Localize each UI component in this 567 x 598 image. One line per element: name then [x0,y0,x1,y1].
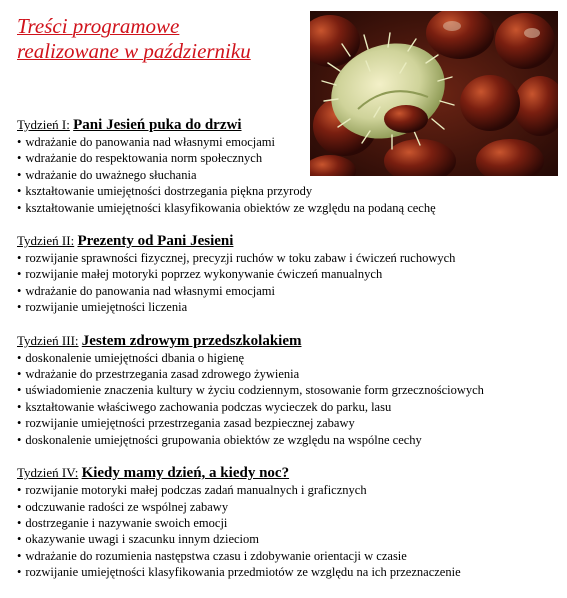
week-label: Tydzień IV: [17,465,79,481]
list-item: • kształtowanie właściwego zachowania podczas wycieczek do parku, lasu [17,399,557,415]
list-item: • rozwijanie sprawności fizycznej, precyzji ruchów w toku zabaw i ćwiczeń ruchowych [17,250,557,266]
list-item: • wdrażanie do respektowania norm społecznych [17,150,557,166]
week-header [17,464,557,482]
week-title: Prezenty od Pani Jesieni [77,233,234,250]
week-title: Kiedy mamy dzień, a kiedy noc? [81,465,290,482]
page-title [17,14,251,64]
list-item: • rozwijanie małej motoryki poprzez wykonywanie ćwiczeń manualnych [17,266,557,282]
list-item: • wdrażanie do rozumienia następstwa czasu i zdobywanie orientacji w czasie [17,548,557,564]
week-label: Tydzień I: [17,117,70,132]
week-title: Jestem zdrowym przedszkolakiem [81,332,302,349]
title-line-2: realizowane w październiku [17,39,251,63]
list-item: • kształtowanie umiejętności dostrzegania piękna przyrody [17,183,557,199]
weeks-list [17,116,557,597]
list-item: • wdrażanie do uważnego słuchania [17,167,557,183]
week-header [17,116,557,134]
week-label: Tydzień II: [17,233,75,249]
list-item: • odczuwanie radości ze wspólnej zabawy [17,499,557,515]
week-section [17,464,557,580]
list-item: • rozwijanie motoryki małej podczas zadań manualnych i graficznych [17,482,557,498]
week-section [17,116,557,216]
list-item: • okazywanie uwagi i szacunku innym dzieciom [17,531,557,547]
list-item: • rozwijanie umiejętności liczenia [17,299,557,315]
list-item: • wdrażanie do panowania nad własnymi emocjami [17,283,557,299]
list-item: • rozwijanie umiejętności przestrzegania zasad bezpiecznej zabawy [17,415,557,431]
list-item: • kształtowanie umiejętności klasyfikowania obiektów ze względu na podaną cechę [17,200,557,216]
title-line-1: Treści programowe [17,14,180,38]
goals-list [17,250,557,316]
goals-list [17,134,557,216]
list-item: • doskonalenie umiejętności dbania o higienę [17,350,557,366]
week-header [17,232,557,250]
week-title: Pani Jesień puka do drzwi [73,117,242,133]
list-item: • doskonalenie umiejętności grupowania obiektów ze względu na wspólne cechy [17,432,557,448]
list-item: • dostrzeganie i nazywanie swoich emocji [17,515,557,531]
list-item: • wdrażanie do panowania nad własnymi emocjami [17,134,557,150]
week-label: Tydzień III: [17,332,79,348]
week-section [17,332,557,448]
week-section [17,232,557,316]
list-item: • rozwijanie umiejętności klasyfikowania przedmiotów ze względu na ich przeznaczenie [17,564,557,580]
list-item: • wdrażanie do przestrzegania zasad zdrowego żywienia [17,366,557,382]
goals-list [17,350,557,448]
list-item: • uświadomienie znaczenia kultury w życiu codziennym, stosowanie form grzecznościowych [17,382,557,398]
goals-list [17,482,557,580]
week-header [17,332,557,350]
